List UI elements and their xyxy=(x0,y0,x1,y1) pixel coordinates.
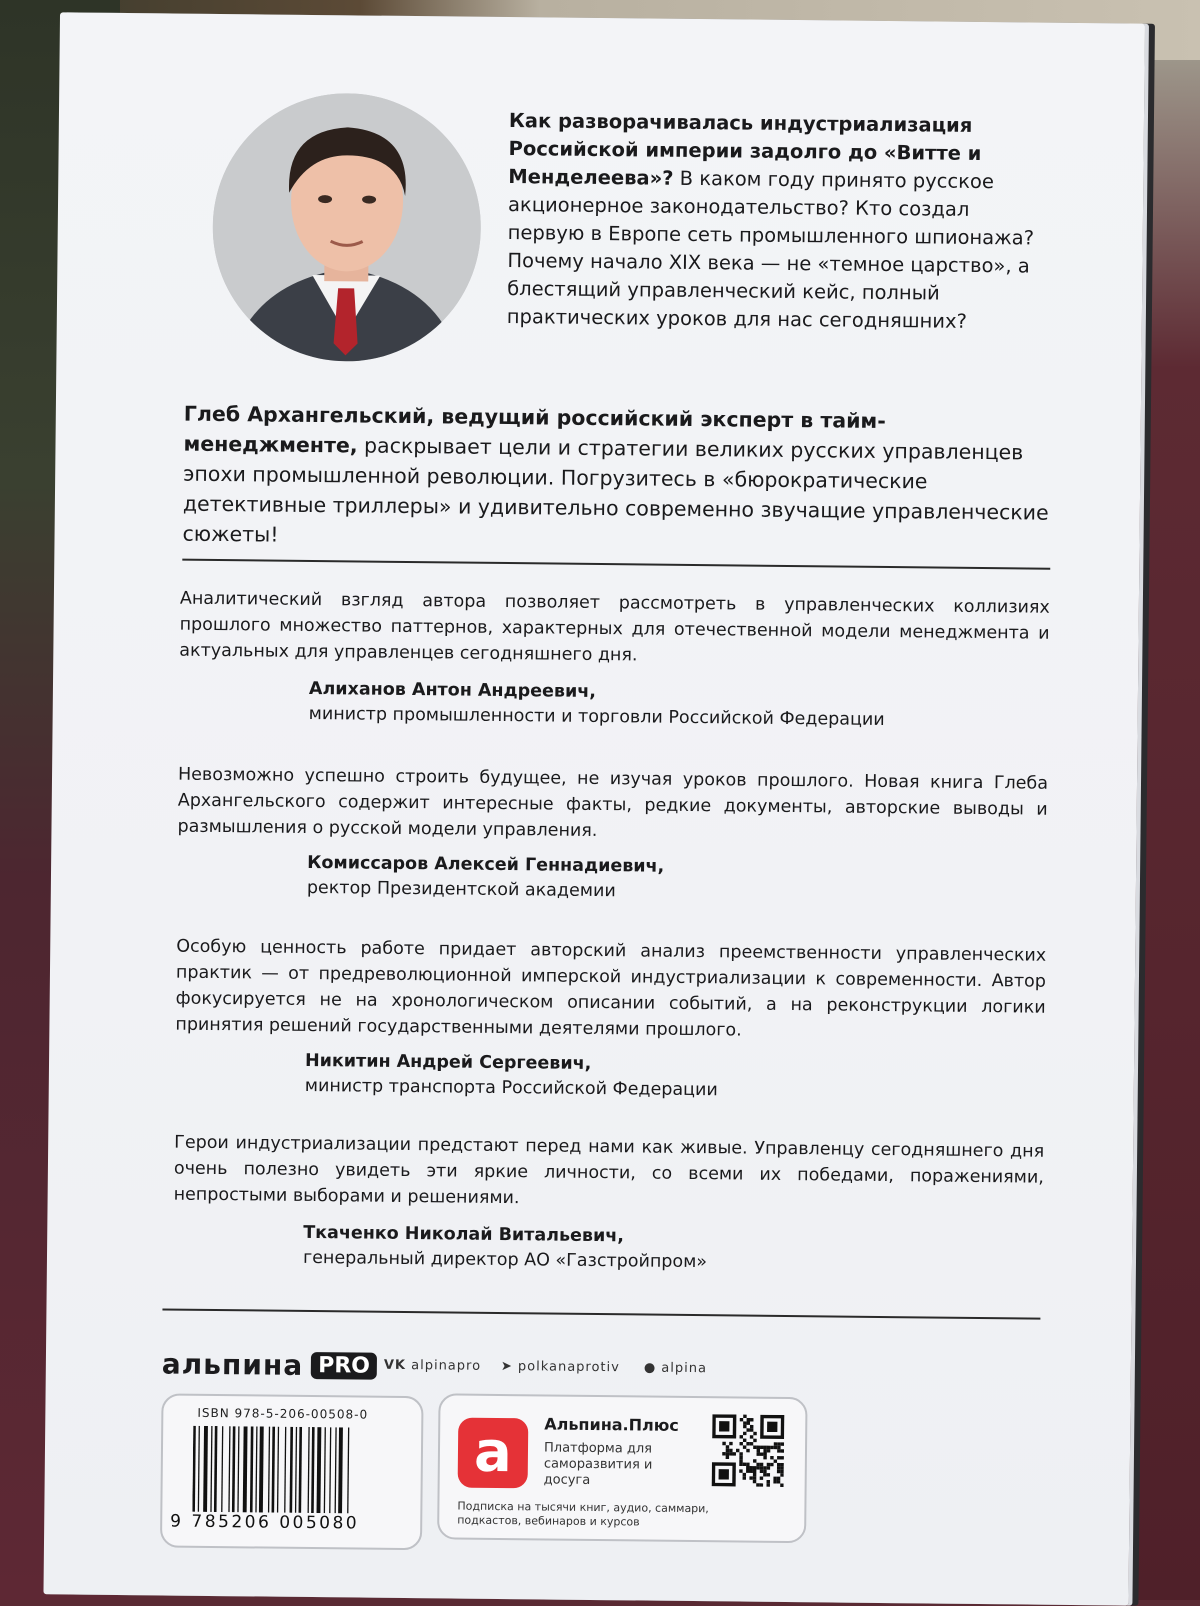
vk-icon: VK xyxy=(383,1357,407,1374)
author-role: министр транспорта Российской Федерации xyxy=(304,1075,718,1101)
divider-bottom xyxy=(162,1308,1040,1319)
social-telegram xyxy=(501,1359,620,1375)
quote-author xyxy=(305,1049,718,1103)
quote-text: Аналитический взгляд автора позволяет рассмотреть в управленческих коллизиях прошлого множество паттернов, характерных для отечественной модели менеджмента и актуальных для управленцев сегодняшнего дня. xyxy=(179,588,1050,666)
publisher-pro-badge: PRO xyxy=(311,1352,377,1380)
quote-author xyxy=(303,1221,708,1275)
barcode-digits: 9 785206 005080 xyxy=(170,1511,360,1534)
author-name: Никитин Андрей Сергеевич, xyxy=(304,1050,592,1074)
qr-code-icon xyxy=(712,1414,785,1487)
web-handle: alpina xyxy=(661,1360,708,1377)
quote-text: Невозможно успешно строить будущее, не изучая уроков прошлого. Новая книга Глеба Архангельского содержит интересные факты, редкие документы, авторские выводы и размышления о русской модели управления. xyxy=(177,764,1049,841)
quote-author xyxy=(309,677,886,733)
alpina-plus-subscription: Подписка на тысячи книг, аудио, саммари, подкастов, вебинаров и курсов xyxy=(457,1499,709,1529)
author-name: Комиссаров Алексей Геннадиевич, xyxy=(307,852,665,877)
web-icon: ● xyxy=(643,1360,657,1376)
author-role: министр промышленности и торговли Российской Федерации xyxy=(308,703,885,730)
lead-bold: Глеб Архангельский, ведущий российский эксперт в тайм-менеджменте, xyxy=(183,401,886,458)
lead-paragraph xyxy=(182,399,1054,558)
intro-bold: Как разворачивалась индустриализация Российской империи задолго до «Витте и Менделеева»? xyxy=(508,109,982,190)
book-back-cover xyxy=(43,12,1145,1605)
quote-text: Герои индустриализации предстают перед нами как живые. Управленцу сегодняшнего дня очень полезно увидеть эти яркие личности, со всеми их победами, поражениями, непростыми выборами и решениями. xyxy=(173,1132,1045,1209)
intro-paragraph xyxy=(507,107,1049,337)
alpina-plus-logo-icon: а xyxy=(458,1418,529,1489)
alpina-plus-panel xyxy=(437,1393,808,1543)
alpina-plus-title: Альпина.Плюс xyxy=(544,1414,679,1435)
divider-top xyxy=(182,559,1050,570)
lead-text: раскрывает цели и стратегии великих русских управленцев эпохи промышленной революции. Погрузитесь в «бюрократические детективные триллеры» и удивительно современно звучащие управленческие сюжеты! xyxy=(182,433,1049,547)
social-vk xyxy=(384,1358,481,1374)
barcode-icon xyxy=(192,1426,393,1514)
author-role: генеральный директор АО «Газстройпром» xyxy=(302,1247,708,1273)
barcode-panel xyxy=(160,1393,424,1550)
author-role: ректор Президентской академии xyxy=(306,877,616,902)
vk-handle: alpinapro xyxy=(411,1358,482,1374)
telegram-handle: polkanaprotiv xyxy=(517,1359,620,1376)
quote-author xyxy=(307,851,665,905)
publisher-name: альпина xyxy=(161,1347,304,1382)
author-name: Алиханов Антон Андреевич, xyxy=(308,678,597,702)
quote-text: Особую ценность работе придает авторский анализ преемственности управленческих практик — от предреволюционной имперской индустриализации к современности. Автор фокусируется не на хронологическом описании событий, а на реконструкции логики принятия решений государственными деятелями прошлого. xyxy=(175,936,1047,1041)
social-web xyxy=(644,1361,707,1377)
telegram-icon: ➤ xyxy=(500,1359,513,1375)
isbn-label: ISBN 978-5-206-00508-0 xyxy=(197,1405,369,1422)
author-name: Ткаченко Николай Витальевич, xyxy=(303,1222,625,1247)
publisher-logo xyxy=(162,1347,377,1382)
alpina-plus-description: Платформа для саморазвития и досуга xyxy=(543,1440,653,1488)
intro-text: В каком году принято русское акционерное законодательство? Кто создал первую в Европе сеть промышленного шпионажа? Почему начало XIX века — не «темное царство», а блестящий управленческий кейс, полный практических уроков для нас сегодняшних? xyxy=(506,166,1035,333)
